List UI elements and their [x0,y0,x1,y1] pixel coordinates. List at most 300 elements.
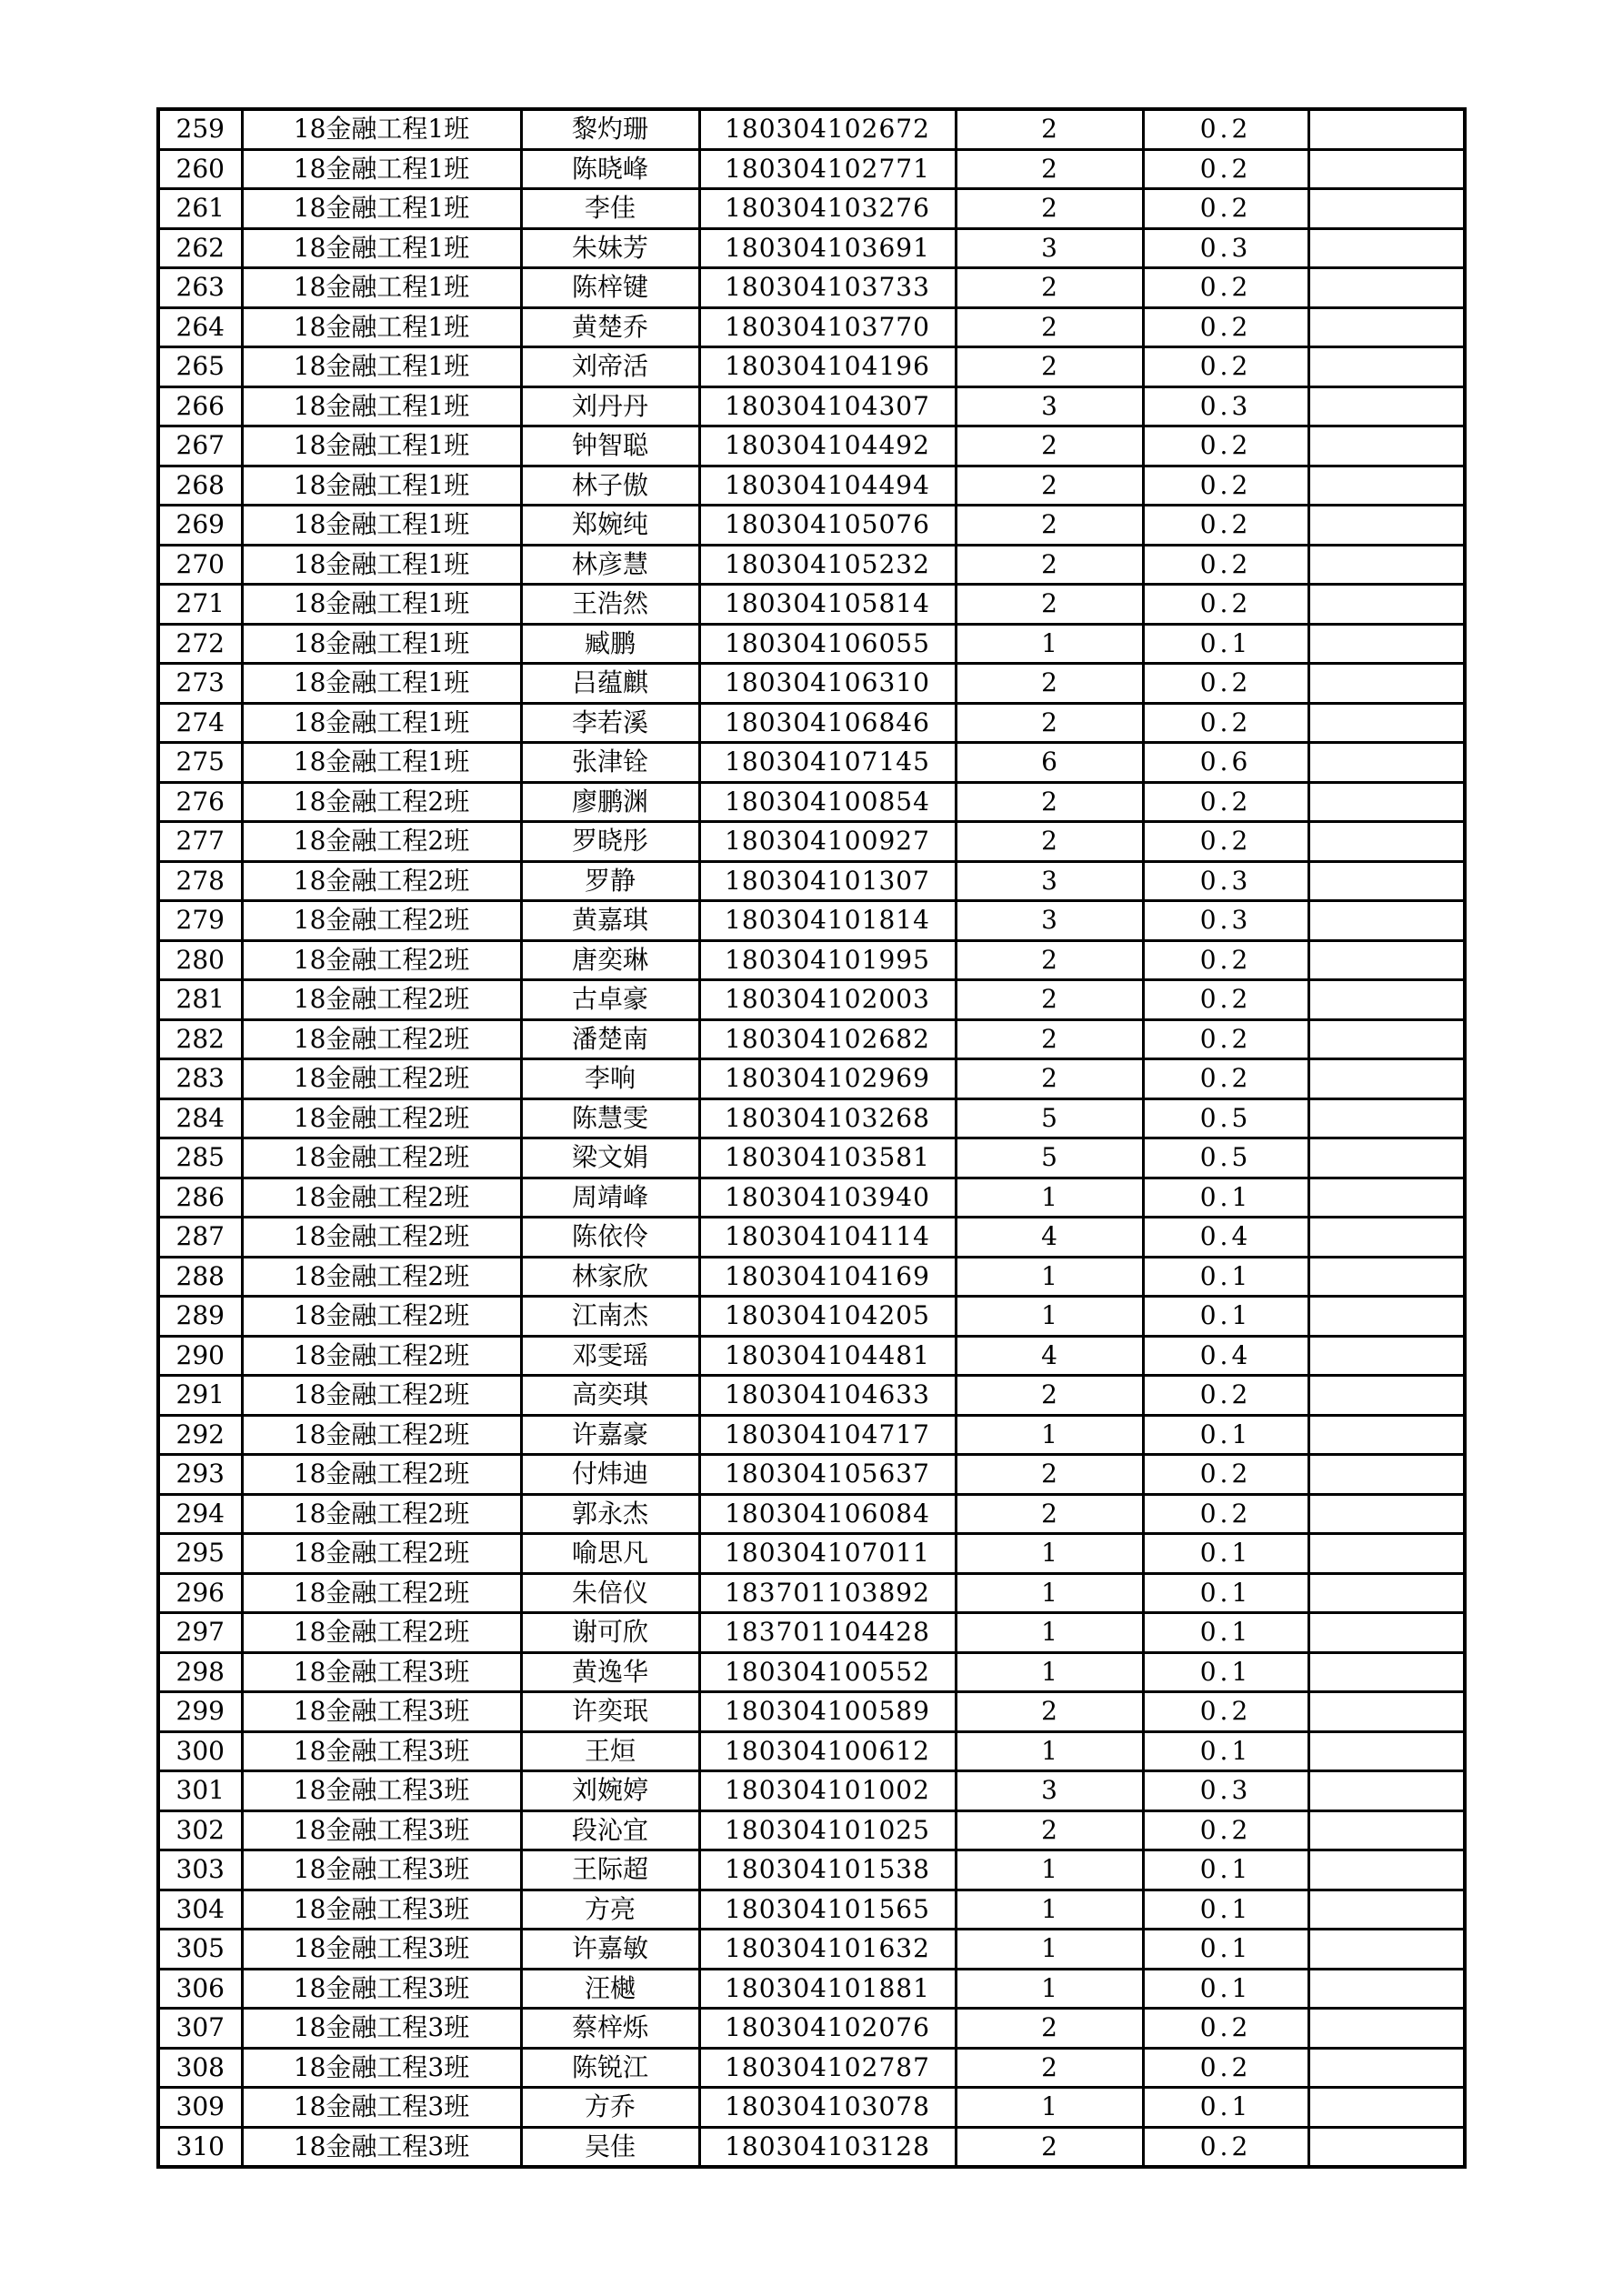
count-cell: 1 [956,1890,1143,1930]
blank-cell [1308,1731,1465,1771]
row-number-cell: 295 [158,1534,242,1574]
row-number-cell: 270 [158,545,242,585]
table-row [158,347,1465,387]
student-id-cell: 180304103078 [699,2088,956,2128]
blank-cell [1308,940,1465,980]
row-number-cell: 269 [158,506,242,546]
student-name-cell: 付炜迪 [521,1455,699,1495]
class-cell: 18金融工程1班 [242,307,521,347]
blank-cell [1308,901,1465,941]
class-cell: 18金融工程2班 [242,1494,521,1534]
student-id-cell: 180304101538 [699,1850,956,1890]
student-id-cell: 180304106084 [699,1494,956,1534]
student-name-cell: 钟智聪 [521,426,699,466]
blank-cell [1308,466,1465,506]
class-cell: 18金融工程1班 [242,386,521,426]
table-row [158,1573,1465,1613]
student-name-cell: 许嘉敏 [521,1930,699,1970]
table-row [158,1098,1465,1138]
student-id-cell: 180304100612 [699,1731,956,1771]
blank-cell [1308,506,1465,546]
row-number-cell: 267 [158,426,242,466]
table-row [158,2088,1465,2128]
student-id-cell: 180304106310 [699,664,956,704]
class-cell: 18金融工程2班 [242,901,521,941]
score-cell: 0.2 [1143,822,1308,862]
student-name-cell: 刘帝活 [521,347,699,387]
class-cell: 18金融工程3班 [242,1731,521,1771]
row-number-cell: 308 [158,2048,242,2088]
student-id-cell: 180304104307 [699,386,956,426]
student-id-cell: 180304106055 [699,624,956,664]
count-cell: 1 [956,624,1143,664]
student-name-cell: 吕蕴麒 [521,664,699,704]
student-name-cell: 许嘉豪 [521,1415,699,1455]
count-cell: 2 [956,585,1143,625]
count-cell: 2 [956,1376,1143,1416]
student-name-cell: 汪樾 [521,1969,699,2009]
student-name-cell: 林家欣 [521,1257,699,1297]
class-cell: 18金融工程2班 [242,822,521,862]
score-cell: 0.2 [1143,1692,1308,1732]
blank-cell [1308,386,1465,426]
count-cell: 6 [956,743,1143,783]
table-row [158,664,1465,704]
blank-cell [1308,1376,1465,1416]
blank-cell [1308,1415,1465,1455]
student-name-cell: 臧鹏 [521,624,699,664]
row-number-cell: 275 [158,743,242,783]
blank-cell [1308,426,1465,466]
score-cell: 0.1 [1143,1415,1308,1455]
student-id-cell: 180304101002 [699,1771,956,1811]
student-name-cell: 古卓豪 [521,980,699,1020]
class-cell: 18金融工程2班 [242,1019,521,1059]
row-number-cell: 286 [158,1178,242,1218]
table-row [158,980,1465,1020]
student-id-cell: 180304103691 [699,228,956,268]
score-cell: 0.2 [1143,347,1308,387]
count-cell: 2 [956,1455,1143,1495]
student-name-cell: 许奕珉 [521,1692,699,1732]
row-number-cell: 299 [158,1692,242,1732]
blank-cell [1308,585,1465,625]
class-cell: 18金融工程2班 [242,1336,521,1376]
row-number-cell: 276 [158,782,242,822]
blank-cell [1308,1494,1465,1534]
blank-cell [1308,307,1465,347]
class-cell: 18金融工程1班 [242,426,521,466]
student-name-cell: 陈慧雯 [521,1098,699,1138]
table-row [158,1059,1465,1099]
score-cell: 0.1 [1143,1930,1308,1970]
student-id-cell: 180304102682 [699,1019,956,1059]
blank-cell [1308,149,1465,189]
student-id-cell: 180304102672 [699,109,956,149]
student-id-cell: 180304102771 [699,149,956,189]
table-row [158,506,1465,546]
score-cell: 0.3 [1143,901,1308,941]
count-cell: 5 [956,1138,1143,1178]
row-number-cell: 310 [158,2127,242,2167]
score-cell: 0.2 [1143,109,1308,149]
score-cell: 0.2 [1143,940,1308,980]
class-cell: 18金融工程2班 [242,1257,521,1297]
class-cell: 18金融工程2班 [242,1455,521,1495]
student-name-cell: 朱倍仪 [521,1573,699,1613]
count-cell: 2 [956,466,1143,506]
count-cell: 2 [956,2048,1143,2088]
student-id-cell: 180304105232 [699,545,956,585]
student-roster-table [156,107,1467,2169]
student-name-cell: 谢可欣 [521,1613,699,1653]
table-row [158,1771,1465,1811]
class-cell: 18金融工程3班 [242,2009,521,2049]
student-id-cell: 180304104717 [699,1415,956,1455]
class-cell: 18金融工程1班 [242,268,521,308]
class-cell: 18金融工程2班 [242,1415,521,1455]
row-number-cell: 306 [158,1969,242,2009]
row-number-cell: 263 [158,268,242,308]
count-cell: 2 [956,1494,1143,1534]
class-cell: 18金融工程3班 [242,1969,521,2009]
table-row [158,2048,1465,2088]
table-row [158,1376,1465,1416]
count-cell: 2 [956,664,1143,704]
table-row [158,386,1465,426]
row-number-cell: 292 [158,1415,242,1455]
table-row [158,1257,1465,1297]
student-name-cell: 林子傲 [521,466,699,506]
score-cell: 0.1 [1143,1257,1308,1297]
student-id-cell: 180304103733 [699,268,956,308]
blank-cell [1308,347,1465,387]
student-name-cell: 黎灼珊 [521,109,699,149]
table-row [158,149,1465,189]
count-cell: 1 [956,1850,1143,1890]
blank-cell [1308,1218,1465,1258]
table-row [158,1850,1465,1890]
student-id-cell: 180304103276 [699,189,956,229]
student-name-cell: 陈锐江 [521,2048,699,2088]
class-cell: 18金融工程2班 [242,1138,521,1178]
row-number-cell: 307 [158,2009,242,2049]
count-cell: 2 [956,822,1143,862]
student-id-cell: 180304106846 [699,703,956,743]
student-id-cell: 180304103581 [699,1138,956,1178]
class-cell: 18金融工程2班 [242,1573,521,1613]
student-id-cell: 180304100927 [699,822,956,862]
student-name-cell: 王烜 [521,1731,699,1771]
row-number-cell: 294 [158,1494,242,1534]
student-name-cell: 喻思凡 [521,1534,699,1574]
table-row [158,268,1465,308]
score-cell: 0.2 [1143,1494,1308,1534]
table-row [158,1613,1465,1653]
row-number-cell: 262 [158,228,242,268]
student-id-cell: 180304104196 [699,347,956,387]
class-cell: 18金融工程2班 [242,1178,521,1218]
table-row [158,703,1465,743]
roster-body [158,109,1465,2167]
class-cell: 18金融工程1班 [242,743,521,783]
row-number-cell: 281 [158,980,242,1020]
score-cell: 0.2 [1143,1455,1308,1495]
blank-cell [1308,189,1465,229]
count-cell: 2 [956,782,1143,822]
table-row [158,782,1465,822]
row-number-cell: 303 [158,1850,242,1890]
class-cell: 18金融工程2班 [242,1613,521,1653]
student-id-cell: 180304100854 [699,782,956,822]
count-cell: 2 [956,980,1143,1020]
count-cell: 2 [956,703,1143,743]
count-cell: 1 [956,1297,1143,1337]
blank-cell [1308,782,1465,822]
student-name-cell: 王浩然 [521,585,699,625]
class-cell: 18金融工程1班 [242,703,521,743]
table-row [158,822,1465,862]
count-cell: 2 [956,1692,1143,1732]
score-cell: 0.3 [1143,861,1308,901]
student-name-cell: 周靖峰 [521,1178,699,1218]
student-name-cell: 罗晓彤 [521,822,699,862]
score-cell: 0.1 [1143,1534,1308,1574]
student-name-cell: 刘婉婷 [521,1771,699,1811]
row-number-cell: 284 [158,1098,242,1138]
table-row [158,1178,1465,1218]
student-name-cell: 朱妹芳 [521,228,699,268]
count-cell: 2 [956,1810,1143,1850]
score-cell: 0.3 [1143,386,1308,426]
student-name-cell: 陈依伶 [521,1218,699,1258]
row-number-cell: 287 [158,1218,242,1258]
row-number-cell: 274 [158,703,242,743]
table-row [158,189,1465,229]
row-number-cell: 289 [158,1297,242,1337]
count-cell: 2 [956,545,1143,585]
student-id-cell: 180304104481 [699,1336,956,1376]
blank-cell [1308,268,1465,308]
student-name-cell: 陈梓键 [521,268,699,308]
student-id-cell: 180304101307 [699,861,956,901]
table-row [158,1297,1465,1337]
student-id-cell: 180304101814 [699,901,956,941]
table-row [158,1336,1465,1376]
table-row [158,1930,1465,1970]
score-cell: 0.1 [1143,1850,1308,1890]
score-cell: 0.2 [1143,2048,1308,2088]
table-row [158,940,1465,980]
student-id-cell: 180304102076 [699,2009,956,2049]
blank-cell [1308,743,1465,783]
score-cell: 0.1 [1143,1613,1308,1653]
blank-cell [1308,1297,1465,1337]
row-number-cell: 259 [158,109,242,149]
count-cell: 2 [956,149,1143,189]
row-number-cell: 305 [158,1930,242,1970]
blank-cell [1308,2088,1465,2128]
blank-cell [1308,1810,1465,1850]
score-cell: 0.5 [1143,1138,1308,1178]
row-number-cell: 260 [158,149,242,189]
student-id-cell: 180304104633 [699,1376,956,1416]
blank-cell [1308,1098,1465,1138]
table-row [158,861,1465,901]
score-cell: 0.2 [1143,268,1308,308]
student-name-cell: 李若溪 [521,703,699,743]
score-cell: 0.2 [1143,980,1308,1020]
student-name-cell: 郭永杰 [521,1494,699,1534]
count-cell: 2 [956,426,1143,466]
score-cell: 0.2 [1143,545,1308,585]
student-name-cell: 吴佳 [521,2127,699,2167]
blank-cell [1308,109,1465,149]
count-cell: 3 [956,861,1143,901]
count-cell: 2 [956,2009,1143,2049]
student-id-cell: 180304107145 [699,743,956,783]
score-cell: 0.2 [1143,1810,1308,1850]
count-cell: 1 [956,1969,1143,2009]
student-id-cell: 180304102787 [699,2048,956,2088]
table-row [158,1692,1465,1732]
student-id-cell: 180304104494 [699,466,956,506]
score-cell: 0.2 [1143,426,1308,466]
student-name-cell: 梁文娟 [521,1138,699,1178]
class-cell: 18金融工程1班 [242,664,521,704]
student-name-cell: 高奕琪 [521,1376,699,1416]
student-name-cell: 黄楚乔 [521,307,699,347]
table-row [158,1218,1465,1258]
class-cell: 18金融工程1班 [242,506,521,546]
score-cell: 0.1 [1143,1890,1308,1930]
blank-cell [1308,1771,1465,1811]
score-cell: 0.2 [1143,2009,1308,2049]
student-id-cell: 180304105637 [699,1455,956,1495]
score-cell: 0.2 [1143,664,1308,704]
score-cell: 0.2 [1143,703,1308,743]
table-row [158,1890,1465,1930]
count-cell: 1 [956,1652,1143,1692]
row-number-cell: 285 [158,1138,242,1178]
student-name-cell: 邓雯瑶 [521,1336,699,1376]
blank-cell [1308,2048,1465,2088]
student-name-cell: 郑婉纯 [521,506,699,546]
count-cell: 1 [956,1930,1143,1970]
class-cell: 18金融工程2班 [242,1098,521,1138]
blank-cell [1308,980,1465,1020]
student-name-cell: 廖鹏渊 [521,782,699,822]
class-cell: 18金融工程1班 [242,149,521,189]
row-number-cell: 280 [158,940,242,980]
class-cell: 18金融工程1班 [242,624,521,664]
blank-cell [1308,1890,1465,1930]
row-number-cell: 278 [158,861,242,901]
count-cell: 1 [956,2088,1143,2128]
score-cell: 0.2 [1143,466,1308,506]
blank-cell [1308,1652,1465,1692]
class-cell: 18金融工程2班 [242,940,521,980]
table-row [158,307,1465,347]
class-cell: 18金融工程2班 [242,1534,521,1574]
blank-cell [1308,1019,1465,1059]
blank-cell [1308,1336,1465,1376]
blank-cell [1308,861,1465,901]
row-number-cell: 272 [158,624,242,664]
count-cell: 3 [956,1771,1143,1811]
table-row [158,1534,1465,1574]
class-cell: 18金融工程3班 [242,2048,521,2088]
student-id-cell: 180304103128 [699,2127,956,2167]
count-cell: 3 [956,901,1143,941]
student-id-cell: 180304103940 [699,1178,956,1218]
class-cell: 18金融工程3班 [242,1850,521,1890]
score-cell: 0.2 [1143,149,1308,189]
class-cell: 18金融工程2班 [242,1218,521,1258]
score-cell: 0.3 [1143,228,1308,268]
student-name-cell: 蔡梓烁 [521,2009,699,2049]
student-name-cell: 王际超 [521,1850,699,1890]
class-cell: 18金融工程2班 [242,782,521,822]
score-cell: 0.2 [1143,1019,1308,1059]
class-cell: 18金融工程1班 [242,466,521,506]
class-cell: 18金融工程1班 [242,347,521,387]
row-number-cell: 283 [158,1059,242,1099]
row-number-cell: 296 [158,1573,242,1613]
student-id-cell: 180304103268 [699,1098,956,1138]
class-cell: 18金融工程3班 [242,1771,521,1811]
count-cell: 2 [956,1019,1143,1059]
class-cell: 18金融工程3班 [242,1652,521,1692]
student-id-cell: 180304101632 [699,1930,956,1970]
row-number-cell: 282 [158,1019,242,1059]
count-cell: 1 [956,1415,1143,1455]
student-name-cell: 张津铨 [521,743,699,783]
student-id-cell: 180304104114 [699,1218,956,1258]
row-number-cell: 288 [158,1257,242,1297]
student-id-cell: 180304105076 [699,506,956,546]
student-name-cell: 段沁宜 [521,1810,699,1850]
blank-cell [1308,1059,1465,1099]
table-row [158,1731,1465,1771]
blank-cell [1308,1573,1465,1613]
score-cell: 0.2 [1143,585,1308,625]
row-number-cell: 277 [158,822,242,862]
student-name-cell: 江南杰 [521,1297,699,1337]
count-cell: 1 [956,1178,1143,1218]
count-cell: 4 [956,1336,1143,1376]
score-cell: 0.4 [1143,1218,1308,1258]
count-cell: 5 [956,1098,1143,1138]
blank-cell [1308,1455,1465,1495]
score-cell: 0.1 [1143,1297,1308,1337]
table-row [158,1810,1465,1850]
table-row [158,1969,1465,2009]
blank-cell [1308,1692,1465,1732]
count-cell: 2 [956,940,1143,980]
student-id-cell: 180304100589 [699,1692,956,1732]
student-id-cell: 180304102969 [699,1059,956,1099]
row-number-cell: 302 [158,1810,242,1850]
blank-cell [1308,1534,1465,1574]
student-name-cell: 陈晓峰 [521,149,699,189]
row-number-cell: 304 [158,1890,242,1930]
class-cell: 18金融工程3班 [242,2127,521,2167]
class-cell: 18金融工程1班 [242,545,521,585]
student-name-cell: 方亮 [521,1890,699,1930]
count-cell: 1 [956,1573,1143,1613]
row-number-cell: 297 [158,1613,242,1653]
